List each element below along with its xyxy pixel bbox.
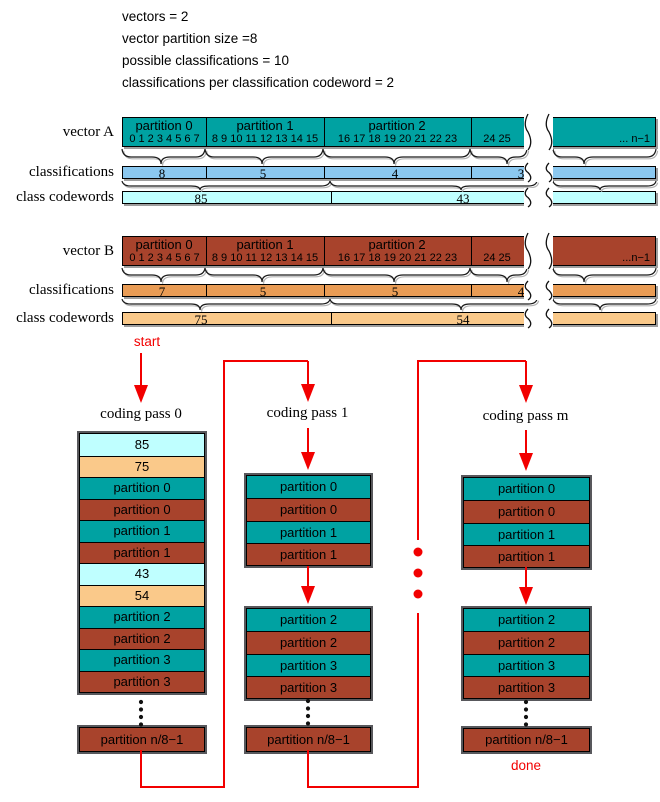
bar-divider — [324, 118, 325, 146]
partition-cell: partition 1 — [247, 521, 370, 543]
vector-tail: ...n−1 — [622, 252, 650, 264]
codeword-value: 54 — [456, 312, 470, 327]
partition-cell: partition 1 — [80, 542, 204, 564]
classifications-b-label: classifications — [29, 282, 114, 298]
index-group: 8 9 10 11 12 13 14 15 — [211, 252, 319, 264]
flow-arrowhead — [301, 384, 315, 402]
done-label: done — [510, 758, 542, 773]
bar-divider — [206, 237, 207, 265]
brace — [330, 299, 537, 310]
ellipsis-dot — [524, 715, 528, 719]
partition-cell: partition 2 — [247, 631, 370, 653]
codewords-a-label: class codewords — [16, 189, 114, 205]
brace-shadow — [325, 270, 472, 284]
flow-arrowhead — [301, 586, 315, 604]
brace-shadow — [325, 151, 472, 166]
coding-pass-1-label: coding pass 1 — [266, 405, 349, 421]
index-group: 0 1 2 3 4 5 6 7 — [129, 133, 200, 145]
brace-shadow — [472, 151, 529, 166]
partition-label: partition 2 — [368, 118, 426, 133]
bar-divider — [471, 118, 472, 146]
partition-cell: partition 0 — [247, 498, 370, 520]
flow-arrowhead — [301, 452, 315, 470]
bar-divider — [331, 192, 332, 203]
partition-cell: partition 0 — [80, 499, 204, 521]
bar-divider — [324, 167, 325, 178]
ellipsis-dot — [524, 700, 528, 704]
brace — [553, 149, 656, 164]
index-group: 16 17 18 19 20 21 22 23 — [337, 252, 458, 264]
vector-a-label: vector A — [62, 124, 114, 140]
bar-divider — [471, 285, 472, 296]
bar-divider — [331, 313, 332, 324]
index-group: 24 25 — [483, 133, 511, 145]
coding-pass-0-label: coding pass 0 — [100, 406, 182, 422]
partition-cell: partition 1 — [464, 545, 589, 567]
config-line-1: vectors = 2 — [122, 9, 189, 24]
ellipsis-dot — [306, 706, 310, 710]
partition-label: partition 0 — [135, 118, 193, 133]
classifications-a-bar — [122, 166, 656, 179]
bar-divider — [471, 167, 472, 178]
brace-shadow — [207, 270, 325, 284]
flow-arrowhead — [519, 453, 533, 471]
partition-label: partition 1 — [236, 237, 294, 252]
codewords-a-bar — [122, 191, 656, 204]
brace-shadow — [472, 270, 529, 284]
partition-cell: partition 3 — [247, 654, 370, 676]
index-group: 8 9 10 11 12 13 14 15 — [211, 133, 319, 145]
partition-cell: partition 3 — [80, 649, 204, 671]
vector-tail: ... n−1 — [619, 133, 650, 145]
classification-value: 5 — [259, 166, 267, 181]
bar-divider — [324, 237, 325, 265]
partition-cell: partition n/8−1 — [247, 728, 370, 751]
brace — [553, 299, 656, 310]
vector-b-bar — [122, 236, 656, 266]
partition-cell: partition 0 — [247, 476, 370, 498]
ellipsis-dot — [306, 721, 310, 725]
brace — [122, 268, 205, 282]
ellipsis-dot — [139, 700, 143, 704]
classification-value: 5 — [259, 284, 267, 299]
ellipsis-dot — [306, 699, 310, 703]
config-line-2: vector partition size =8 — [122, 31, 258, 46]
brace — [470, 149, 527, 164]
ellipsis-dot — [139, 707, 143, 711]
brace — [323, 268, 470, 282]
partition-cell: partition 0 — [80, 477, 204, 499]
bar-divider — [206, 118, 207, 146]
partition-cell: partition 3 — [464, 654, 589, 676]
partition-cell: partition 2 — [80, 628, 204, 650]
partition-cell: partition 0 — [464, 478, 589, 500]
flow-arrowhead — [519, 385, 533, 403]
codeword-value: 85 — [194, 191, 208, 206]
flow-arrowhead — [134, 385, 148, 403]
partition-cell: partition n/8−1 — [464, 729, 589, 751]
flow-arrowhead — [519, 587, 533, 605]
classification-value: 5 — [391, 284, 399, 299]
partition-label: partition 2 — [368, 237, 426, 252]
codeword-value: 43 — [456, 191, 470, 206]
partition-label: partition 0 — [135, 237, 193, 252]
partition-label: partition 1 — [236, 118, 294, 133]
red-ellipsis-dot — [414, 569, 423, 578]
brace — [470, 268, 527, 282]
red-ellipsis-dot — [414, 548, 423, 557]
vector-b-label: vector B — [62, 243, 114, 259]
classifications-a-label: classifications — [29, 164, 114, 180]
brace-shadow — [124, 270, 207, 284]
coding-pass-2-group-0 — [463, 477, 590, 568]
coding-pass-2-group-1 — [463, 608, 590, 699]
brace — [122, 181, 330, 190]
vector-a-bar — [122, 117, 656, 147]
brace-shadow — [555, 301, 658, 312]
ellipsis-dot — [306, 714, 310, 718]
partition-cell: partition 2 — [80, 606, 204, 628]
red-ellipsis-dot — [414, 590, 423, 599]
partition-cell: partition 0 — [464, 500, 589, 522]
brace — [330, 181, 537, 190]
ellipsis-dot — [139, 722, 143, 726]
brace — [122, 149, 205, 164]
brace — [205, 149, 323, 164]
partition-cell: partition 2 — [464, 631, 589, 653]
brace — [323, 149, 470, 164]
brace — [553, 268, 656, 282]
config-line-3: possible classifications = 10 — [122, 53, 289, 68]
coding-pass-m-label: coding pass m — [482, 408, 569, 424]
partition-cell: partition 2 — [247, 609, 370, 631]
classification-value: 4 — [391, 166, 399, 181]
final-partition-box — [246, 727, 371, 752]
codeword-cell: 75 — [80, 456, 204, 478]
ellipsis-dot — [524, 707, 528, 711]
classification-value: 8 — [158, 166, 166, 181]
final-partition-box — [79, 727, 205, 752]
partition-cell: partition 1 — [247, 543, 370, 565]
partition-cell: partition 2 — [464, 609, 589, 631]
brace-shadow — [332, 301, 539, 312]
classifications-b-bar — [122, 284, 656, 297]
brace-shadow — [124, 301, 332, 312]
partition-cell: partition 3 — [464, 676, 589, 698]
brace — [205, 268, 323, 282]
brace-shadow — [555, 151, 658, 166]
partition-cell: partition 3 — [247, 676, 370, 698]
index-group: 16 17 18 19 20 21 22 23 — [337, 133, 458, 145]
codewords-b-bar — [122, 312, 656, 325]
codeword-cell: 43 — [80, 563, 204, 585]
start-label: start — [133, 334, 161, 349]
classification-value: 7 — [158, 284, 166, 299]
bar-divider — [471, 237, 472, 265]
bar-divider — [206, 285, 207, 296]
index-group: 0 1 2 3 4 5 6 7 — [129, 252, 200, 264]
partition-cell: partition n/8−1 — [80, 728, 204, 751]
brace-shadow — [124, 151, 207, 166]
config-line-4: classifications per classification codeword = 2 — [122, 75, 395, 90]
codeword-value: 75 — [194, 312, 208, 327]
ellipsis-dot — [524, 722, 528, 726]
brace — [122, 299, 330, 310]
index-group: 24 25 — [483, 252, 511, 264]
bar-divider — [324, 285, 325, 296]
coding-pass-0-group-0 — [79, 433, 205, 693]
ellipsis-dot — [139, 715, 143, 719]
codeword-cell: 54 — [80, 585, 204, 607]
classification-value: 4 — [517, 284, 525, 299]
coding-pass-1-group-1 — [246, 608, 371, 699]
partition-cell: partition 1 — [464, 523, 589, 545]
brace — [553, 181, 656, 190]
partition-cell: partition 3 — [80, 671, 204, 693]
bar-divider — [206, 167, 207, 178]
brace-shadow — [555, 270, 658, 284]
codewords-b-label: class codewords — [16, 310, 114, 326]
classification-value: 3 — [517, 166, 525, 181]
coding-pass-1-group-0 — [246, 475, 371, 566]
final-partition-box — [463, 728, 590, 752]
partition-cell: partition 1 — [80, 520, 204, 542]
codeword-cell: 85 — [80, 434, 204, 456]
brace-shadow — [207, 151, 325, 166]
